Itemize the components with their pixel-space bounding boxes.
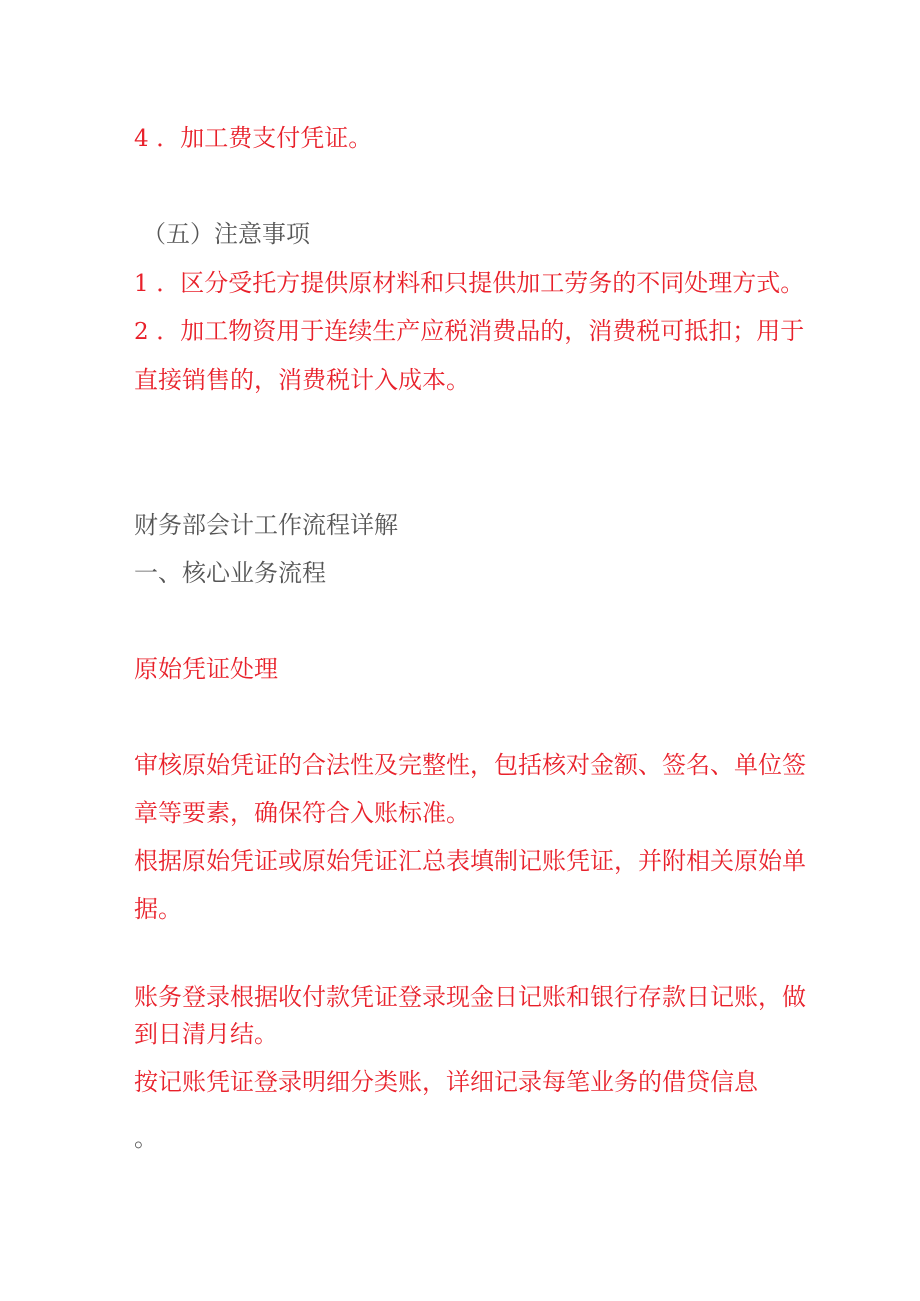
paragraph-3-line-1: 账务登录根据收付款凭证登录现金日记账和银行存款日记账，做 (134, 983, 806, 1011)
subheading: 原始凭证处理 (134, 655, 278, 683)
paragraph-4-line-2: 。 (134, 1124, 158, 1152)
list-item-4 (134, 123, 372, 154)
list-number: 4 (134, 126, 149, 152)
paragraph-3-line-2: 到日清月结。 (134, 1020, 278, 1048)
list-item-1 (134, 268, 804, 299)
document-title: 财务部会计工作流程详解 (134, 511, 398, 539)
list-text: ．区分受托方提供原材料和只提供加工劳务的不同处理方式。 (156, 269, 805, 297)
list-text: ．加工费支付凭证。 (156, 124, 373, 152)
list-text: ．加工物资用于连续生产应税消费品的，消费税可抵扣；用于 (156, 317, 805, 345)
paragraph-1-line-1: 审核原始凭证的合法性及完整性，包括核对金额、签名、单位签 (134, 751, 806, 779)
list-item-2 (134, 316, 804, 347)
list-number: 2 (134, 319, 149, 345)
section-heading: （五）注意事项 (142, 220, 310, 248)
paragraph-2-line-1: 根据原始凭证或原始凭证汇总表填制记账凭证，并附相关原始单 (134, 847, 806, 875)
list-item-2-continued: 直接销售的，消费税计入成本。 (134, 366, 470, 394)
part-heading: 一、核心业务流程 (134, 559, 326, 587)
paragraph-2-line-2: 据。 (134, 895, 182, 923)
list-number: 1 (134, 271, 149, 297)
paragraph-4-line-1: 按记账凭证登录明细分类账，详细记录每笔业务的借贷信息 (134, 1068, 758, 1096)
paragraph-1-line-2: 章等要素，确保符合入账标准。 (134, 799, 470, 827)
